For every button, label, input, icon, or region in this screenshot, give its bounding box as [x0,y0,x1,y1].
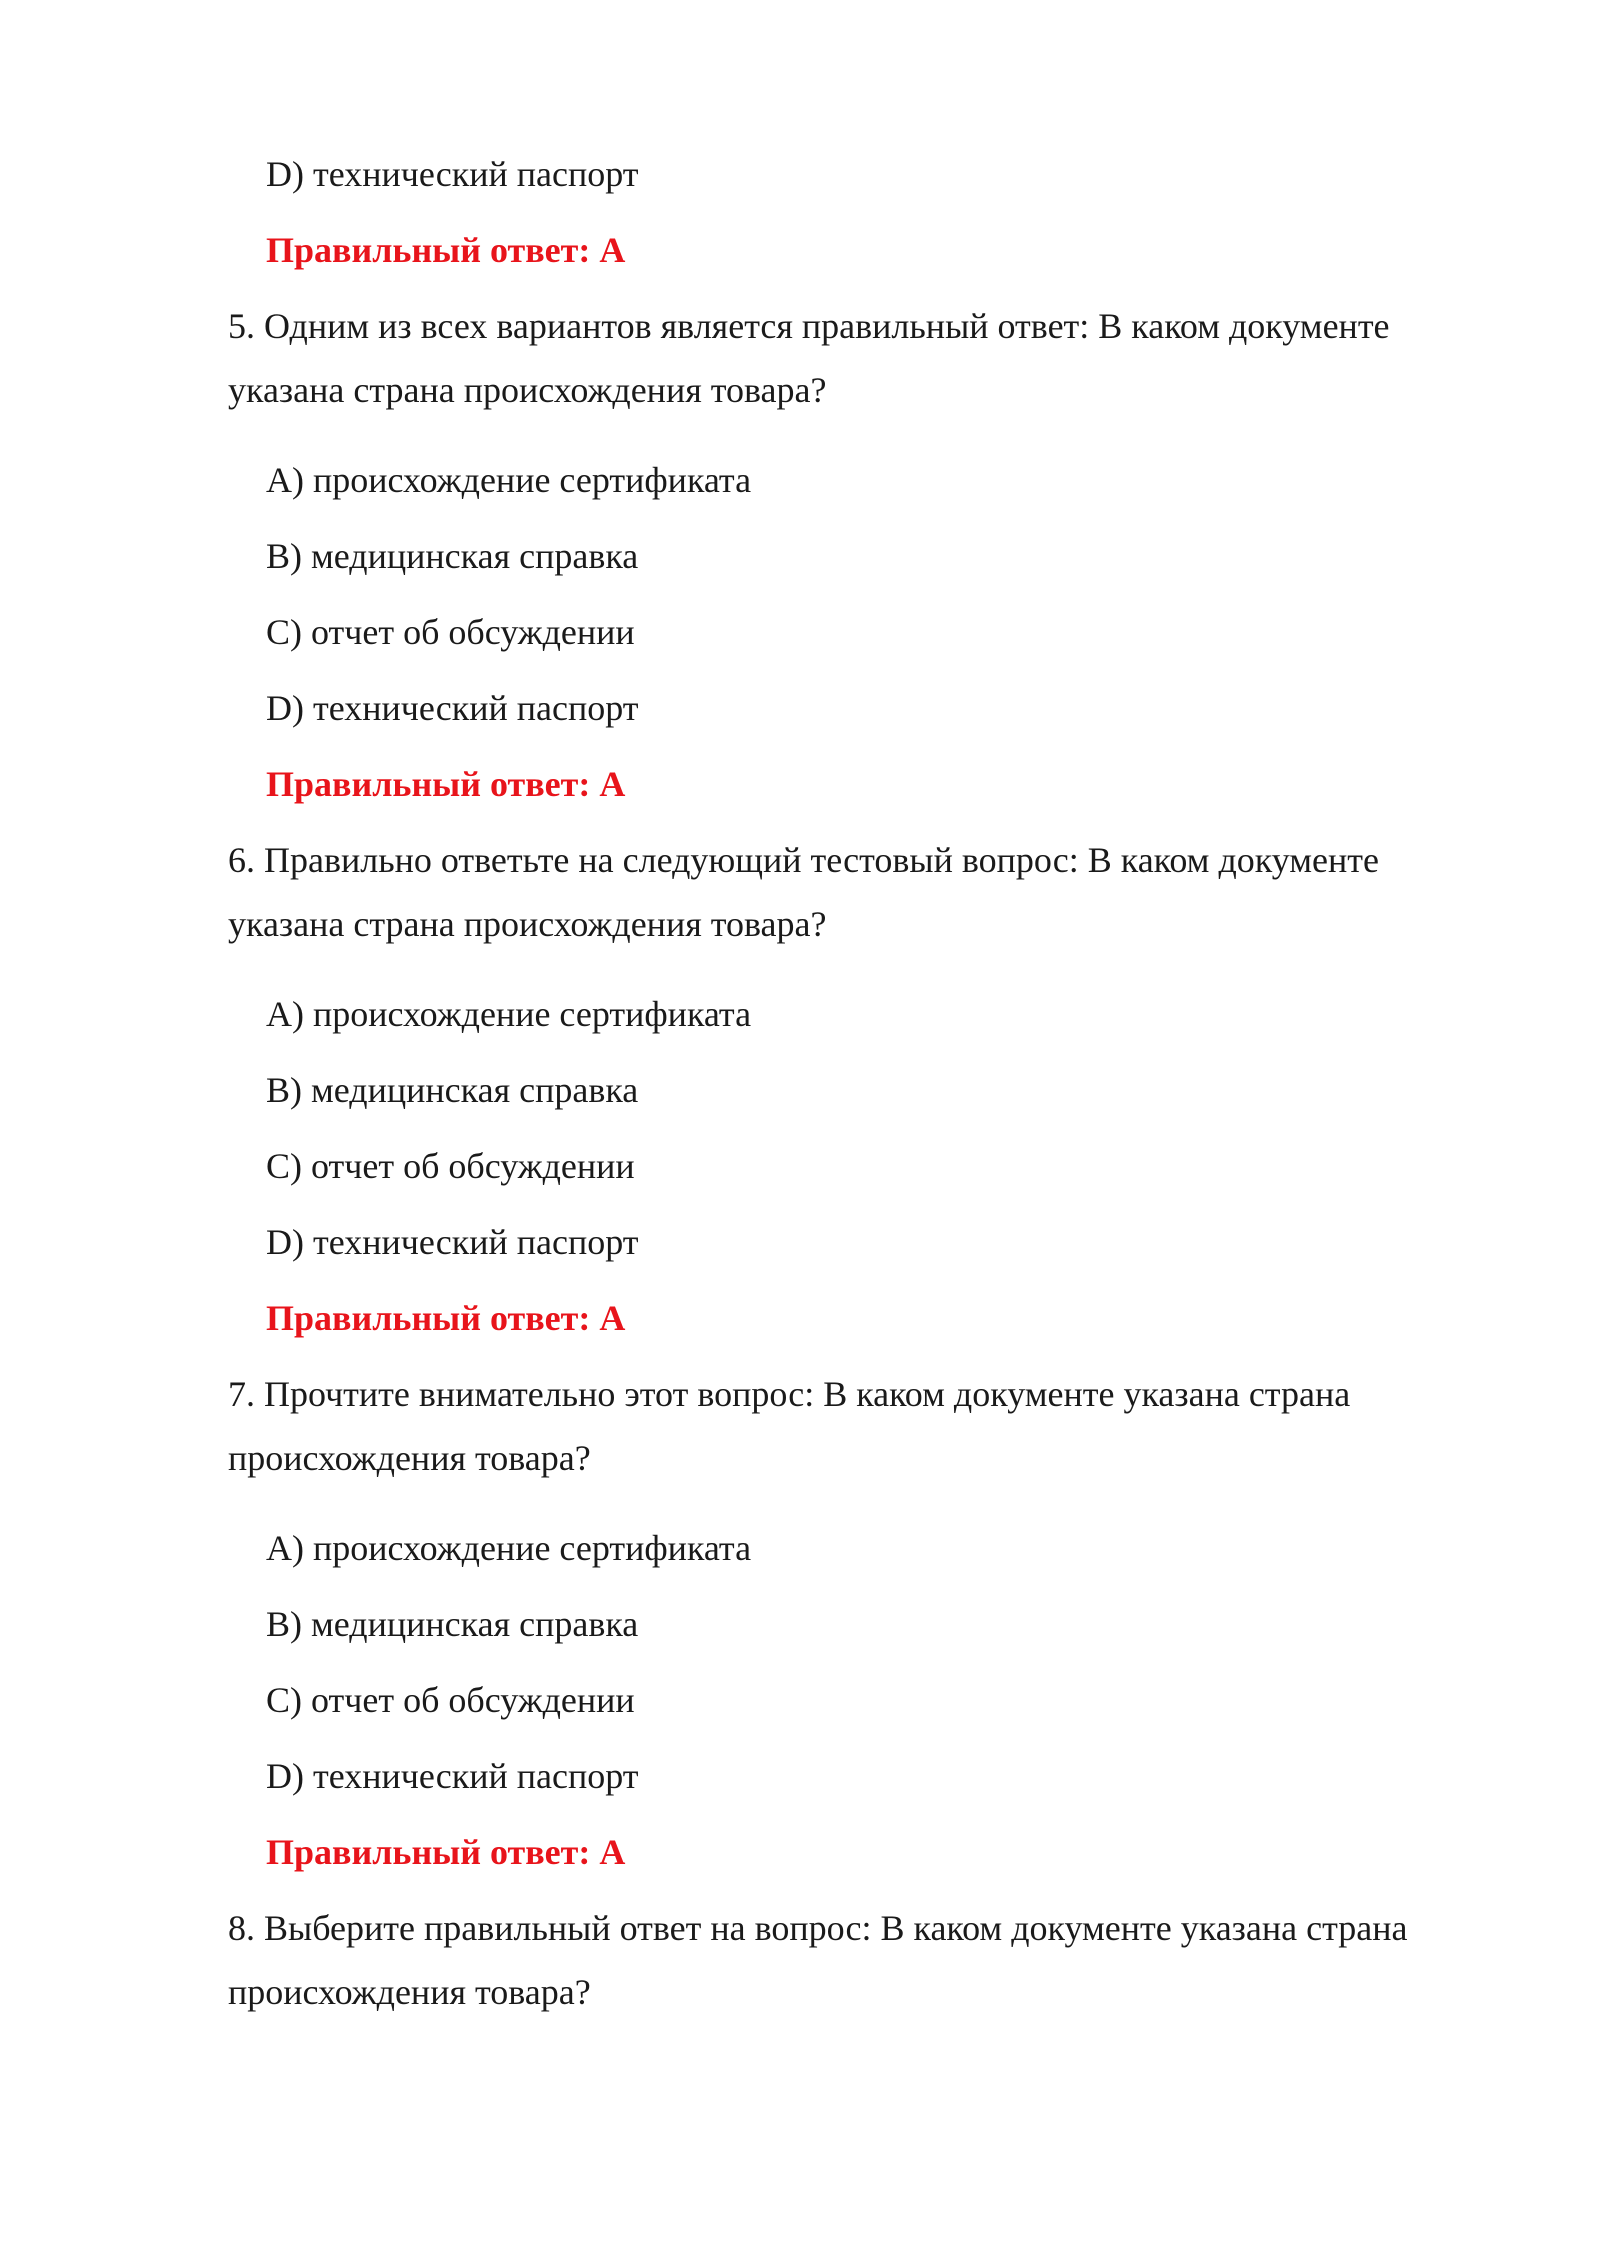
question-text: 7. Прочтите внимательно этот вопрос: В каком документе указана страна [228,1374,1351,1414]
option-b: B) медицинская справка [266,1070,639,1110]
option-b: B) медицинская справка [266,1604,639,1644]
question-text: происхождения товара? [228,1972,591,2012]
option-a: А) происхождение сертификата [266,460,752,500]
question-text: 5. Одним из всех вариантов является правильный ответ: В каком документе [228,306,1390,346]
option-d: D) технический паспорт [266,688,639,728]
option-d: D) технический паспорт [266,1756,639,1796]
option-b: B) медицинская справка [266,536,639,576]
question-text: происхождения товара? [228,1438,591,1478]
correct-answer: Правильный ответ: А [266,1832,626,1872]
option-a: А) происхождение сертификата [266,1528,752,1568]
option-c: C) отчет об обсуждении [266,1146,635,1186]
correct-answer: Правильный ответ: А [266,1298,626,1338]
question-text: 8. Выберите правильный ответ на вопрос: В каком документе указана страна [228,1908,1408,1948]
question-text: 6. Правильно ответьте на следующий тестовый вопрос: В каком документе [228,840,1379,880]
option-d: D) технический паспорт [266,1222,639,1262]
option-c: C) отчет об обсуждении [266,1680,635,1720]
question-text: указана страна происхождения товара? [228,904,827,944]
correct-answer: Правильный ответ: А [266,764,626,804]
option-a: А) происхождение сертификата [266,994,752,1034]
option-c: C) отчет об обсуждении [266,612,635,652]
option-d: D) технический паспорт [266,154,639,194]
question-text: указана страна происхождения товара? [228,370,827,410]
correct-answer: Правильный ответ: А [266,230,626,270]
